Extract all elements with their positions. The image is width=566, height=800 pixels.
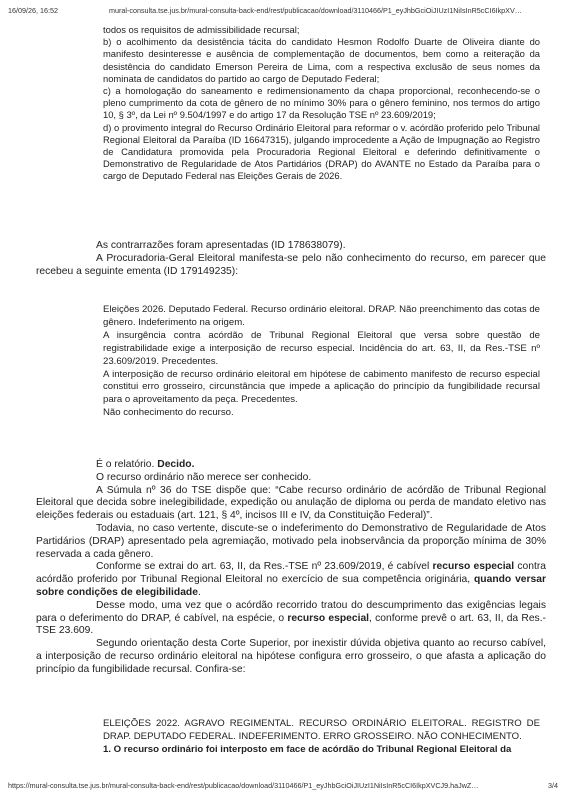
ementa-precedente-line-1: ELEIÇÕES 2022. AGRAVO REGIMENTAL. RECURSO ORDINÁRIO ELEITORAL. REGISTRO DE DRAP. DEPUTADO FEDERAL. INDEFERIMENTO. ERRO GROSSEIRO. NÃO CONHECIMENTO. [103,718,540,742]
ementa-pge-line-3: A interposição de recurso ordinário eleitoral em hipótese de cabimento manifesto de recurso especial constitui erro grosseiro, circunstância que impede a aplicação do princípio da fungibilidade recursal para o aproveitamento da peça. Precedentes. [103,368,540,406]
desse-text-2: , conforme prevê o art. 63, II, da Res.-TSE 23.609. [36,612,546,637]
paragraph-todavia: Todavia, no caso vertente, discute-se o indeferimento do Demonstrativo de Regularidade de Atos Partidários (DRAP) apresentado pela agremiação, motivado pela inobservância da proporção mínima de 30% reservada a cada gênero. [36,522,546,560]
decido-label: Decido. [157,459,195,470]
request-line-continued: todos os requisitos de admissibilidade recursal; [103,24,300,35]
relatorio-line [36,459,546,472]
relatorio-text: É o relatório. [96,459,155,470]
ementa-pge-line-4: Não conhecimento do recurso. [103,407,234,419]
ementa-pge-line-2: A insurgência contra acórdão de Tribunal Regional Eleitoral que versa sobre questão de registrabilidade exige a interposição de recurso especial. Incidência do art. 63, II, da Res.-TSE nº 23.609/2019. Precedentes. [103,329,540,367]
paragraph-sumula-36: A Súmula nº 36 do TSE dispõe que: “Cabe recurso ordinário de acórdão de Tribunal Regional Eleitoral que decida sobre inelegibilidade, expedição ou anulação de diploma ou perda de mandato eletivo nas eleições federais ou estaduais (art. 121, § 4º, incisos III e IV, da Constituição Federal)”. [36,484,546,522]
paragraph-nao-merece: O recurso ordinário não merece ser conhecido. [96,471,312,483]
ementa-precedente-item-1: 1. O recurso ordinário foi interposto em face de acórdão do Tribunal Regional Eleitoral da [103,743,512,755]
ementa-pge-line-1: Eleições 2026. Deputado Federal. Recurso ordinário eleitoral. DRAP. Não preenchimento das cotas de gênero. Indeferimento na origem. [103,304,540,328]
desse-text-1: Desse modo, uma vez que o acórdão recorrido tratou do descumprimento das exigências legais para o deferimento do DRAP, é cabível, na espécie, o [36,599,546,624]
report-paragraphs [36,240,546,278]
ementa-precedente [103,718,540,757]
footer-url: https://mural-consulta.tse.jus.br/mural-consulta-back-end/rest/publicacao/download/3110466/P1_eyJhbGciOiJIUzI1NiIsInR5cCI6IkpXVCJ9.haJwZ… [8,781,479,790]
conforme-text-1: Conforme se extrai do art. 63, II, da Res.-TSE nº 23.609/2019, é cabível [96,561,433,573]
conforme-text-2: contra acórdão proferido por Tribunal Regional Eleitoral no exercício de sua competência originária, [36,561,547,586]
paragraph-desse-modo [36,600,546,638]
print-datetime: 16/09/26, 16:52 [8,6,58,15]
request-item-d: d) o provimento integral do Recurso Ordinário Eleitoral para reformar o v. acórdão proferido pelo Tribunal Regional Eleitoral da Paraíba (ID 16647315), julgando improcedente a Ação de Impugnação ao Registro de Candidatura promovida pela Procuradoria Regional Eleitoral e deferindo definitivamente o Demonstrativo de Regularidade de Atos Partidários (DRAP) do AVANTE no Estado da Paraíba para o cargo de Deputado Federal nas Eleições Gerais de 2026. [103,121,540,182]
request-item-b: b) o acolhimento da desistência tácita do candidato Hesmon Rodolfo Duarte de Oliveira diante do manifesto desinteresse e ausência de complementação de documentos, bem como a reiteração da desistência do candidato Emerson Pereira de Lima, com a respectiva exclusão de seus nomes da nominata de candidatos do partido ao cargo de Deputado Federal; [103,36,540,84]
request-item-c: c) a homologação do saneamento e redimensionamento da chapa proporcional, reconhecendo-se o pleno cumprimento da cota de gênero de no mínimo 30% para o gênero feminino, nos termos do artigo 10, § 3º, da Lei nº 9.504/1997 e do artigo 17 da Resolução TSE nº 23.609/2019; [103,85,540,121]
paragraph-pge: A Procuradoria-Geral Eleitoral manifesta-se pelo não conhecimento do recurso, em parecer que recebeu a seguinte ementa (ID 179149235): [36,252,546,277]
conforme-text-3: . [197,586,201,598]
conforme-bold-condicoes: quando versar sobre condições de elegibilidade [36,574,546,598]
print-url: mural-consulta.tse.jus.br/mural-consulta-back-end/rest/publicacao/download/3110466/P1_eyJhbGciOiJIUzI1NiIsInR5cCI6IkpXV… [109,6,522,15]
paragraph-segundo-orientacao: Segundo orientação desta Corte Superior, por inexistir dúvida objetiva quanto ao recurso cabível, a interposição de recurso ordinário eleitoral na hipótese configura erro grosseiro, o que afasta a aplicação do princípio da fungibilidade recursal. Confira-se: [36,638,546,675]
page-number: 3/4 [548,781,558,790]
requests-list [103,24,540,183]
decision-body [36,459,546,677]
paragraph-contrarrazoes: As contrarrazões foram apresentadas (ID 178638079). [96,240,346,251]
paragraph-conforme [36,561,546,599]
desse-bold-recurso-especial: recurso especial [287,612,370,624]
conforme-bold-recurso-especial: recurso especial [432,561,515,573]
ementa-pge [103,304,540,420]
ementa-precedente-line-2 [103,744,540,757]
